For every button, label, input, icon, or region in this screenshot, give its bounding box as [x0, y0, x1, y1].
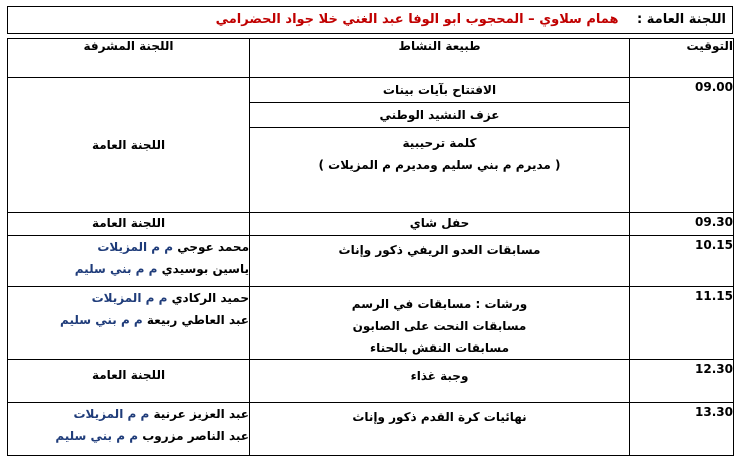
- committee-header: [7, 6, 733, 34]
- row-committee: [8, 236, 250, 287]
- row-time: 09.00: [630, 78, 734, 213]
- committee-member: [8, 403, 249, 425]
- activity-line: ورشات : مسابقات في الرسم: [351, 297, 528, 311]
- member-name: ياسين بوسيدي: [161, 262, 249, 276]
- member-name: حميد الركادي: [171, 291, 249, 305]
- member-name: عبد العزيز عرنية: [153, 407, 249, 421]
- table-row: [8, 360, 734, 403]
- committee-member: [8, 309, 249, 331]
- column-header-activity: طبيعة النشاط: [250, 39, 630, 78]
- activity-line: ( مديرم م بني سليم ومديرم م المزيلات ): [318, 158, 561, 172]
- table-row: [8, 287, 734, 360]
- row-time: 13.30: [630, 403, 734, 456]
- row-activity: نهائيات كرة القدم ذكور وإناث: [250, 403, 630, 456]
- member-name: عبد الناصر مزروب: [142, 429, 249, 443]
- member-school: م م المزيلات: [97, 240, 174, 254]
- row-activity: [250, 78, 630, 213]
- table-row: [8, 236, 734, 287]
- activity-line: كلمة ترحيبية: [402, 136, 477, 150]
- row-committee: [8, 403, 250, 456]
- committee-member: [8, 425, 249, 447]
- activity-line: مسابقات النحت على الصابون: [352, 319, 527, 333]
- row-activity: مسابقات العدو الريفي ذكور وإناث: [250, 236, 630, 287]
- member-school: م م بني سليم: [60, 313, 143, 327]
- committee-member: [8, 258, 249, 280]
- activity-line: الافتتاح بآيات بينات: [382, 83, 497, 97]
- member-school: م م المزيلات: [91, 291, 168, 305]
- row-committee: اللجنة العامة: [8, 213, 250, 236]
- row-activity: [250, 287, 630, 360]
- column-header-committee: اللجنة المشرفة: [8, 39, 250, 78]
- row-time: 11.15: [630, 287, 734, 360]
- member-name: محمد عوجي: [177, 240, 249, 254]
- committee-member: [8, 236, 249, 258]
- column-header-time: التوقيت: [630, 39, 734, 78]
- table-row: [8, 213, 734, 236]
- committee-member: [8, 287, 249, 309]
- row-committee: اللجنة العامة: [8, 78, 250, 213]
- row-time: 12.30: [630, 360, 734, 403]
- table-header-row: [8, 39, 734, 78]
- member-school: م م بني سليم: [55, 429, 139, 443]
- schedule-table: [7, 38, 734, 456]
- member-school: م م بني سليم: [74, 262, 158, 276]
- member-name: عبد العاطي ربيعة: [146, 313, 249, 327]
- activity-line-group: [250, 127, 629, 179]
- general-committee-members: همام سلاوي – المحجوب ابو الوفا عبد الغني خلا جواد الحضرامي: [215, 12, 619, 27]
- table-row: [8, 78, 734, 213]
- activity-line: عزف النشيد الوطني: [250, 102, 629, 127]
- row-time: 09.30: [630, 213, 734, 236]
- row-activity: حفل شاي: [250, 213, 630, 236]
- row-activity: وجبة غذاء: [250, 360, 630, 403]
- row-time: 10.15: [630, 236, 734, 287]
- row-committee: [8, 287, 250, 360]
- table-row: [8, 403, 734, 456]
- row-committee: اللجنة العامة: [8, 360, 250, 403]
- member-school: م م المزيلات: [73, 407, 150, 421]
- activity-line: مسابقات النقش بالحناء: [369, 341, 510, 355]
- general-committee-label: اللجنة العامة :: [637, 12, 726, 27]
